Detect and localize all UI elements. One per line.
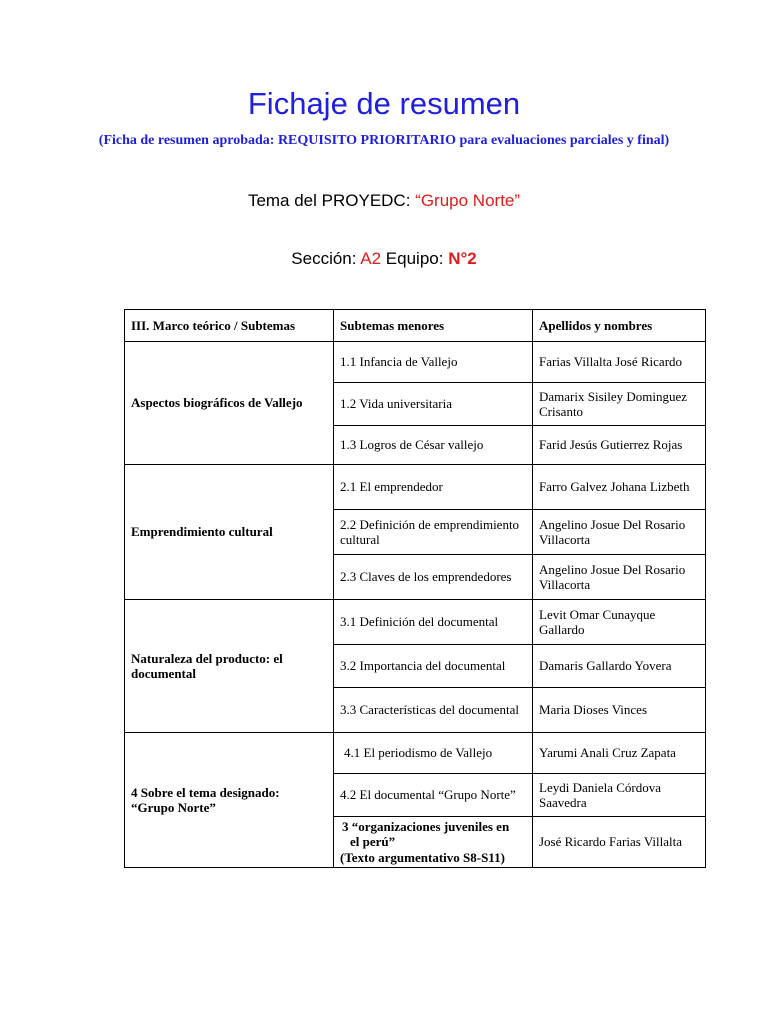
nombre-cell: Farro Galvez Johana Lizbeth [533, 465, 706, 510]
nombre-cell: Damaris Gallardo Yovera [533, 645, 706, 688]
nombre-cell: Damarix Sisiley Dominguez Crisanto [533, 383, 706, 426]
fichaje-table [124, 309, 706, 868]
subtema-cell: 3.2 Importancia del documental [334, 645, 533, 688]
seccion-label: Sección: [291, 249, 361, 268]
group-title: Aspectos biográficos de Vallejo [125, 342, 334, 465]
table-row [125, 465, 706, 510]
header-marco-teorico: III. Marco teórico / Subtemas [125, 310, 334, 342]
subtema-line2: el perú” [350, 834, 396, 850]
tema-label: Tema del PROYEDC: [247, 191, 416, 210]
nombre-cell: José Ricardo Farias Villalta [533, 817, 706, 868]
nombre-cell: Farias Villalta José Ricardo [533, 342, 706, 383]
group-title [125, 733, 334, 868]
group-title-line1: 4 Sobre el tema designado: [131, 784, 280, 800]
nombre-cell: Yarumi Anali Cruz Zapata [533, 733, 706, 774]
header-subtemas-menores: Subtemas menores [334, 310, 533, 342]
subtema-cell: 3.1 Definición del documental [334, 600, 533, 645]
tema-line [0, 190, 768, 212]
subtema-cell: 4.1 El periodismo de Vallejo [334, 733, 533, 774]
subtema-line1: 3 “organizaciones juveniles en [342, 818, 510, 834]
subtema-line3: (Texto argumentativo S8-S11) [340, 849, 505, 865]
header-apellidos-nombres: Apellidos y nombres [533, 310, 706, 342]
equipo-label: Equipo: [381, 249, 449, 268]
subtema-cell: 3.3 Características del documental [334, 688, 533, 733]
group-title-line2: “Grupo Norte” [131, 800, 216, 815]
tema-value: “Grupo Norte” [415, 191, 521, 210]
nombre-cell: Angelino Josue Del Rosario Villacorta [533, 555, 706, 600]
subtema-cell: 1.2 Vida universitaria [334, 383, 533, 426]
seccion-value: A2 [360, 249, 382, 268]
table-row [125, 342, 706, 383]
table-header-row [125, 310, 706, 342]
nombre-cell: Angelino Josue Del Rosario Villacorta [533, 510, 706, 555]
table-row [125, 733, 706, 774]
page-subtitle: (Ficha de resumen aprobada: REQUISITO PRIORITARIO para evaluaciones parciales y final) [98, 133, 670, 148]
subtema-cell: 1.3 Logros de César vallejo [334, 426, 533, 465]
equipo-value: N°2 [448, 249, 477, 268]
group-title: Naturaleza del producto: el documental [125, 600, 334, 733]
group-title: Emprendimiento cultural [125, 465, 334, 600]
subtema-cell: 2.3 Claves de los emprendedores [334, 555, 533, 600]
nombre-cell: Farid Jesús Gutierrez Rojas [533, 426, 706, 465]
nombre-cell: Maria Dioses Vinces [533, 688, 706, 733]
subtema-cell: 1.1 Infancia de Vallejo [334, 342, 533, 383]
subtema-cell: 4.2 El documental “Grupo Norte” [334, 774, 533, 817]
subtema-cell: 2.2 Definición de emprendimiento cultural [334, 510, 533, 555]
subtema-cell: 2.1 El emprendedor [334, 465, 533, 510]
subtema-cell [334, 817, 533, 868]
page-title: Fichaje de resumen [247, 86, 521, 121]
seccion-line [0, 248, 768, 270]
table-row [125, 600, 706, 645]
nombre-cell: Levit Omar Cunayque Gallardo [533, 600, 706, 645]
nombre-cell: Leydi Daniela Córdova Saavedra [533, 774, 706, 817]
